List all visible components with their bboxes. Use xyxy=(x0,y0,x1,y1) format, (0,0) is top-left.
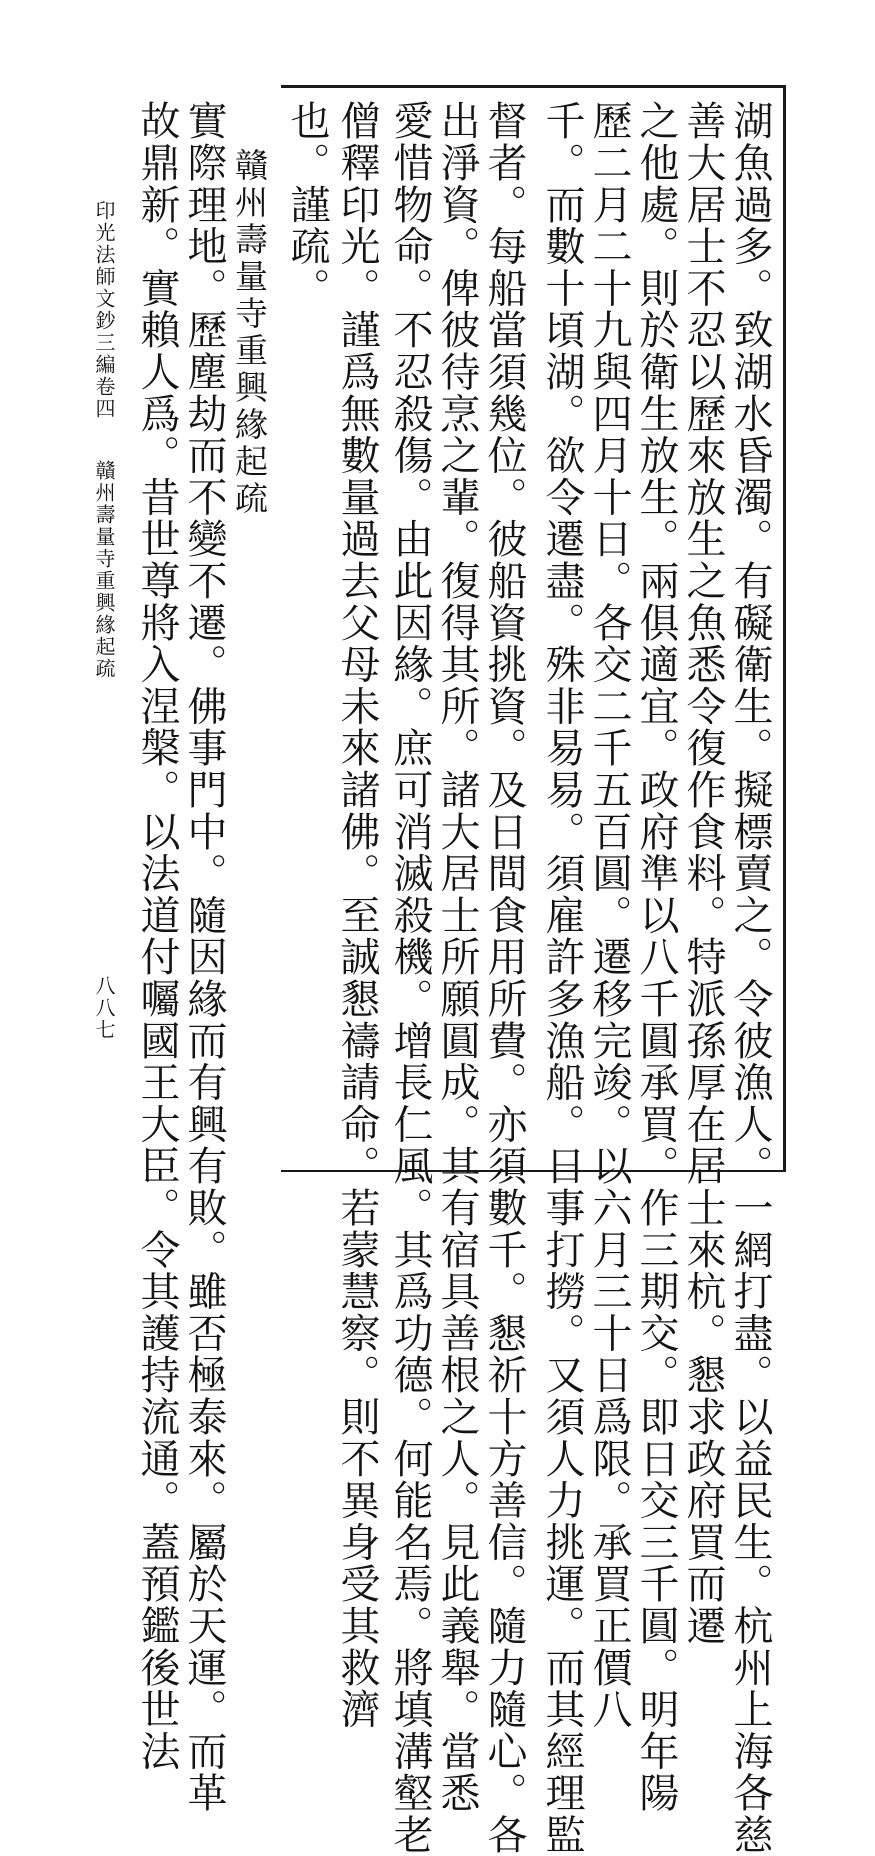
body-column-8: 愛惜物命。不忍殺傷。由此因緣。庶可消滅殺機。增長仁風。其爲功德。何能名焉。將填溝壑老 xyxy=(387,100,433,1856)
body-column-9: 僧釋印光。謹爲無數量過去父母未來諸佛。至誠懇禱請命。若蒙慧察。則不異身受其救濟 xyxy=(334,100,380,1731)
margin-section-title: 贛州壽量寺重興緣起疏 xyxy=(92,460,116,680)
second-section-column-1: 實際理地。歷塵劫而不變不遷。佛事門中。隨因緣而有興有敗。雖否極泰來。屬於天運。而革 xyxy=(181,100,227,1814)
body-column-10: 也。謹疏。 xyxy=(284,100,330,309)
body-column-6: 督者。每船當須幾位。彼船資挑資。及日間食用所費。亦須數千。懇祈十方善信。隨力隨心。各 xyxy=(481,100,527,1856)
second-section-column-2: 故鼎新。實賴人爲。昔世尊將入涅槃。以法道付囑國王大臣。令其護持流通。蓋預鑑後世法 xyxy=(134,100,180,1772)
section-title: 贛州壽量寺重興緣起疏 xyxy=(230,148,269,518)
body-column-3: 之他處。則於衛生放生。兩俱適宜。政府準以八千圓承買。作三期交。即日交三千圓。明年陽 xyxy=(633,100,679,1814)
margin-book-title: 印光法師文鈔三編卷四 xyxy=(92,200,116,420)
body-column-5: 千。而數十頃湖。欲令遷盡。殊非易易。須雇許多漁船。日事打撈。又須人力挑運。而其經理監 xyxy=(539,100,585,1856)
body-column-4: 歷二月二十九與四月十日。各交二千五百圓。遷移完竣。以六月三十日爲限。承買正價八 xyxy=(586,100,632,1731)
body-column-7: 出淨資。俾彼待烹之輩。復得其所。諸大居士所願圓成。其有宿具善根之人。見此義舉。當悉 xyxy=(434,100,480,1814)
body-column-2: 善大居士不忍以歷來放生之魚悉令復作食料。特派孫厚在居士來杭。懇求政府買而遷 xyxy=(680,100,726,1647)
body-column-1: 湖魚過多。致湖水昏濁。有礙衛生。擬標賣之。令彼漁人。一網打盡。以益民生。杭州上海各慈 xyxy=(727,100,773,1856)
page-number: 八八七 xyxy=(92,975,116,1041)
